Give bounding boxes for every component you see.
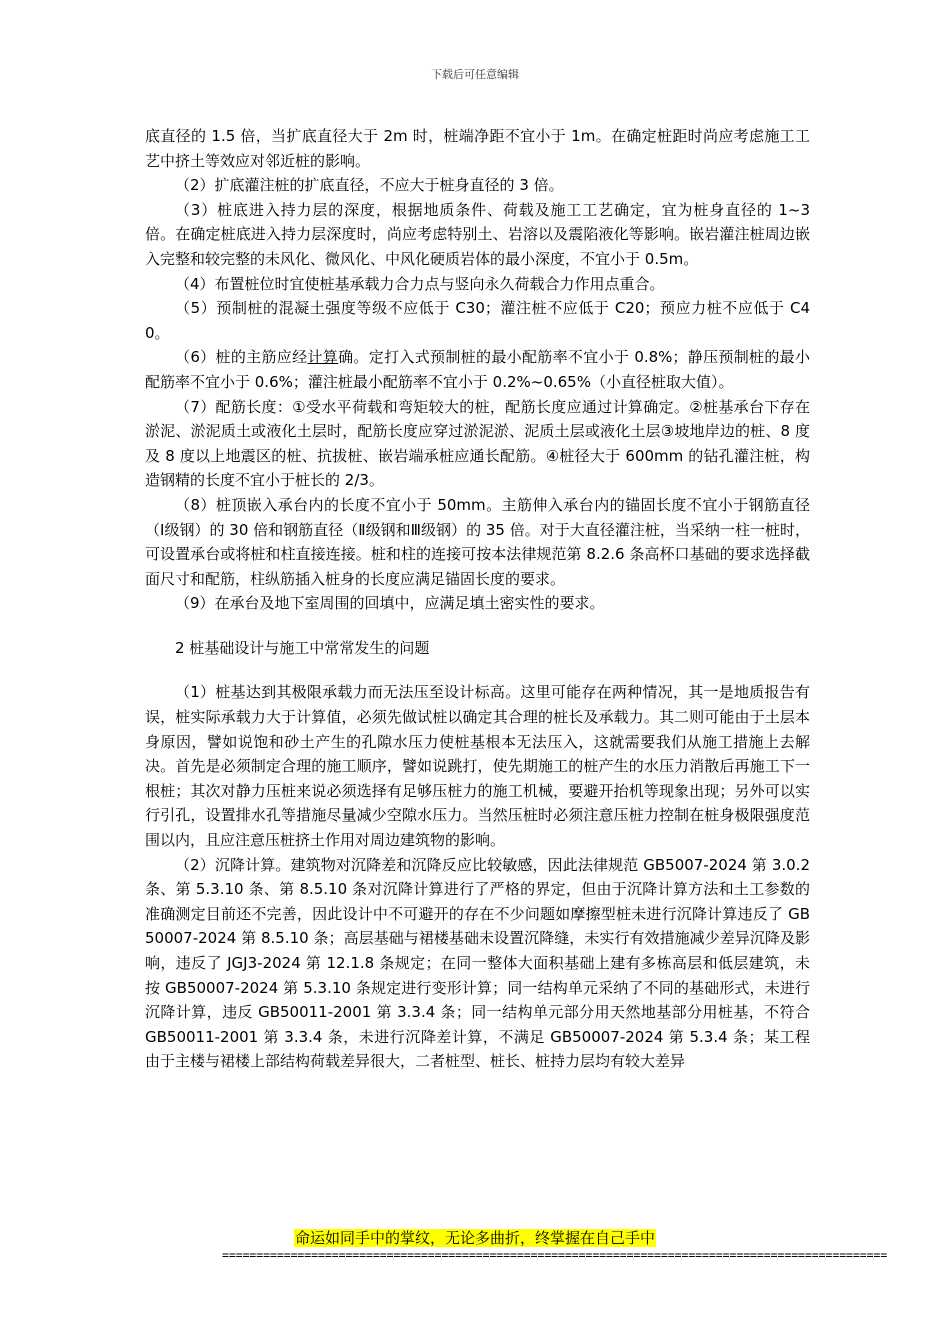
footer-banner [0,1228,950,1248]
body-paragraph: （5）预制桩的混凝土强度等级不应低于 C30；灌注桩不应低于 C20；预应力桩不应低于 C40。 [145,299,810,342]
body-paragraph: （1）桩基达到其极限承载力而无法压至设计标高。这里可能存在两种情况，其一是地质报告有误，桩实际承载力大于计算值，必须先做试桩以确定其合理的桩长及承载力。其二则可能由于土层本身原因，譬如说饱和砂土产生的孔隙水压力使桩基根本无法压入，这就需要我们从施工措施上去解决。首先是必须制定合理的施工顺序，譬如说跳打，使先期施工的桩产生的水压力消散后再施工下一根桩；其次对静力压桩来说必须选择有足够压桩力的施工机械，要避开抬机等现象出现；另外可以实行引孔，设置排水孔等措施尽量减少空隙水压力。当然压桩时必须注意压桩力控制在桩身极限强度范围以内，且应注意压桩挤土作用对周边建筑物的影响。 [145,683,810,850]
body-paragraph: （3）桩底进入持力层的深度，根据地质条件、荷载及施工工艺确定，宜为桩身直径的 1~3 倍。在确定桩底进入持力层深度时，尚应考虑特别土、岩溶以及震陷液化等影响。嵌岩灌注桩周边嵌入完整和较完整的未风化、微风化、中风化硬质岩体的最小深度，不宜小于 0.5m。 [145,200,810,268]
para-text: （6）桩的主筋应经 [175,348,308,367]
body-paragraph: （2）扩底灌注桩的扩底直径，不应大于桩身直径的 3 倍。 [175,176,564,195]
footer-banner-text: 命运如同手中的掌纹，无论多曲折，终掌握在自己手中 [294,1229,655,1247]
body-paragraph: （7）配筋长度：①受水平荷载和弯矩较大的桩，配筋长度应通过计算确定。②桩基承台下存在淤泥、淤泥质土或液化土层时，配筋长度应穿过淤泥淤、泥质土层或液化土层③坡地岸边的桩、8 度及 8 度以上地震区的桩、抗拔桩、嵌岩端承桩应通长配筋。④桩径大于 600mm 的钻孔灌注桩，构造钢精的长度不宜小于桩长的 2/3。 [145,397,810,490]
section-heading: 2 桩基础设计与施工中常常发生的问题 [175,638,430,657]
document-body [145,124,810,1074]
body-paragraph: （4）布置桩位时宜使桩基承载力合力点与竖向永久荷载合力作用点重合。 [175,274,665,293]
body-paragraph: （8）桩顶嵌入承台内的长度不宜小于 50mm。主筋伸入承台内的锚固长度不宜小于钢筋直径（Ⅰ级钢）的 30 倍和钢筋直径（Ⅱ级钢和Ⅲ级钢）的 35 倍。对于大直径灌注桩，当采纳一柱一桩时，可设置承台或将桩和柱直接连接。桩和柱的连接可按本法律规范第 8.2.6 条高杯口基础的要求选择截面尺寸和配筋，柱纵筋插入桩身的长度应满足锚固长度的要求。 [145,495,810,588]
body-paragraph: （2）沉降计算。建筑物对沉降差和沉降反应比较敏感，因此法律规范 GB5007-2024 第 3.0.2 条、第 5.3.10 条、第 8.5.10 条对沉降计算进行了严格的界定，但由于沉降计算方法和土工参数的准确测定目前还不完善，因此设计中不可避开的存在不少问题如摩擦型桩未进行沉降计算违反了 GB50007-2024 第 8.5.10 条；高层基础与裙楼基础未设置沉降缝，未实行有效措施减少差异沉降及影响，违反了 JGJ3-2024 第 12.1.8 条规定；在同一整体大面积基础上建有多栋高层和低层建筑，未按 GB50007-2024 第 5.3.10 条规定进行变形计算；同一结构单元采纳了不同的基础形式，未进行沉降计算，违反 GB50011-2001 第 3.3.4 条；同一结构单元部分用天然地基部分用桩基，不符合 GB50011-2001 第 3.3.4 条，未进行沉降差计算，不满足 GB50007-2024 第 5.3.4 条；某工程由于主楼与裙楼上部结构荷载差异很大，二者桩型、桩长、桩持力层均有较大差异 [145,855,810,1071]
footer-rule: ================================================================================================= [222,1248,888,1262]
body-paragraph: （9）在承台及地下室周围的回填中，应满足填土密实性的要求。 [175,594,605,613]
para-text: 确。定打入式预制桩的最小配筋率不宜小于 0.8%；静压预制桩的最小配筋率不宜小于 0.6%；灌注桩最小配筋率不宜小于 0.2%~0.65%（小直径桩取大值）。 [145,348,810,391]
body-paragraph: 底直径的 1.5 倍，当扩底直径大于 2m 时，桩端净距不宜小于 1m。在确定桩距时尚应考虑施工工艺中挤土等效应对邻近桩的影响。 [145,127,810,170]
body-paragraph [145,345,810,394]
page-header: 下载后可任意编辑 [431,68,519,81]
underlined-term: 计算 [307,348,339,367]
